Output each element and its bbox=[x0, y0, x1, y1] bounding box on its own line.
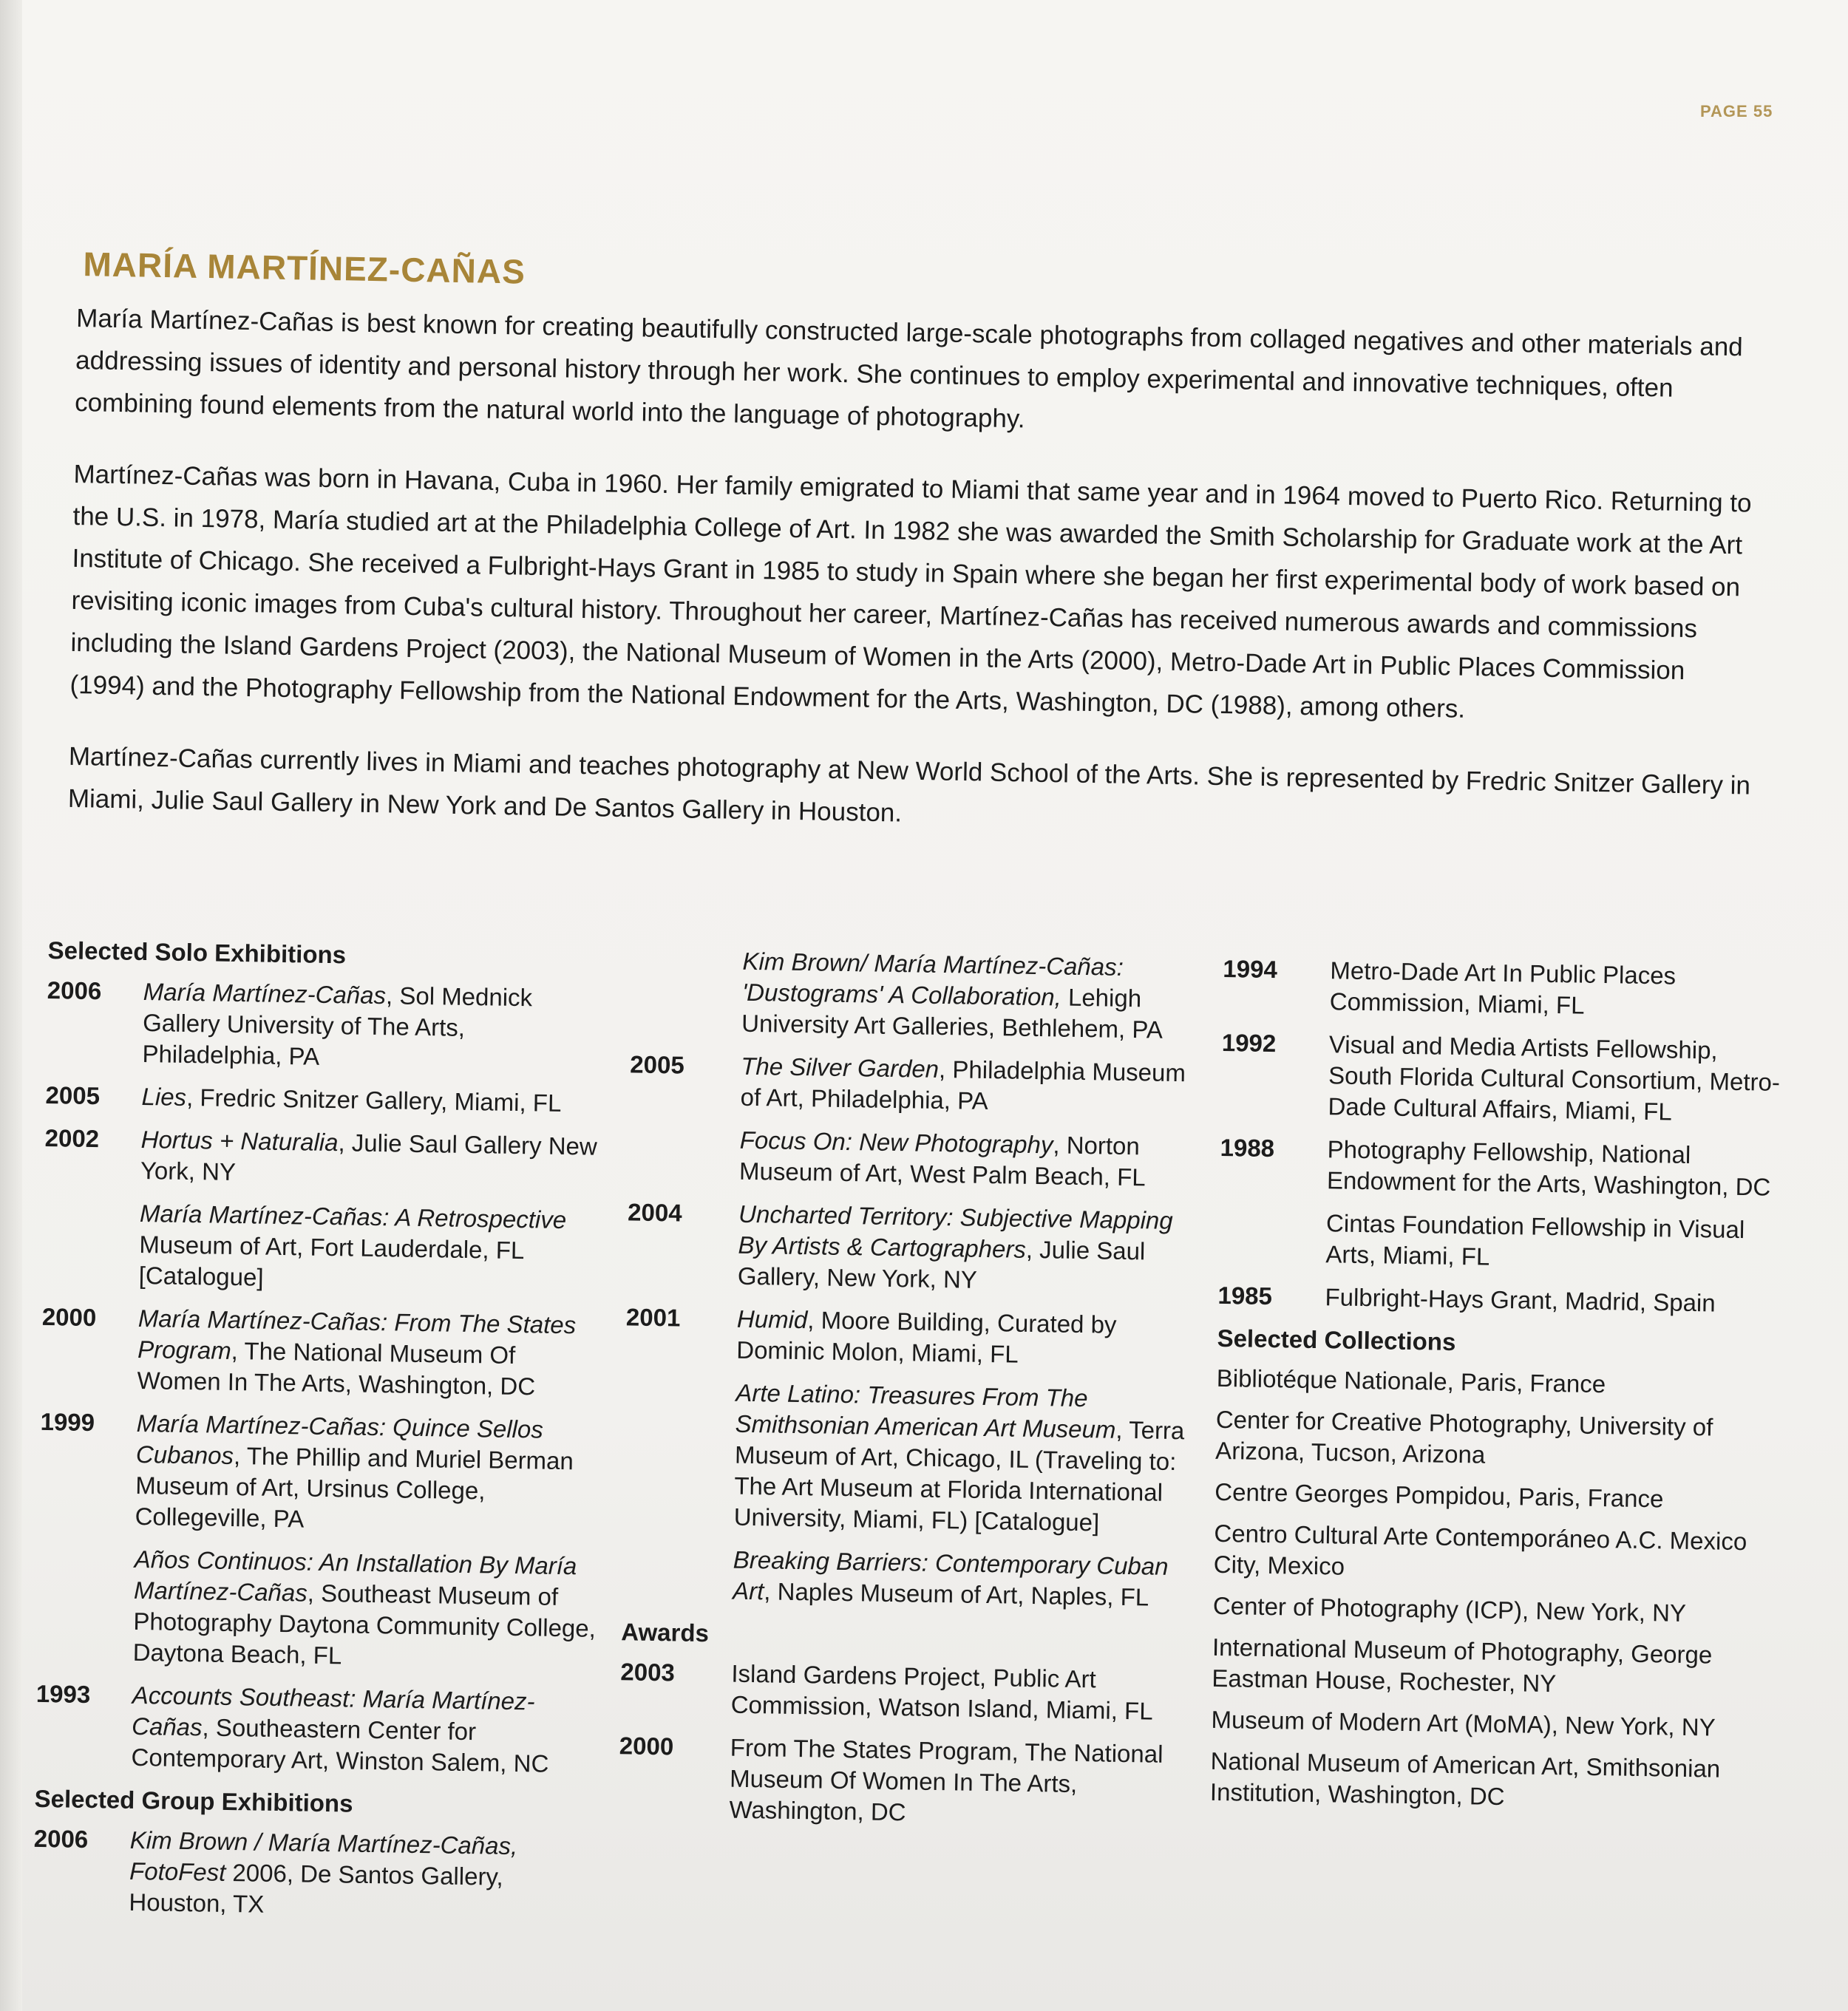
award-text: Fulbright-Hays Grant, Madrid, Spain bbox=[1325, 1283, 1716, 1317]
group-entry bbox=[33, 1823, 596, 1925]
entry-details: , The Phillip and Muriel Berman Museum of Art, Ursinus College, Collegeville, PA bbox=[135, 1442, 574, 1533]
award-text: Cintas Foundation Fellowship in Visual Arts, Miami, FL bbox=[1325, 1209, 1745, 1270]
award-text: Island Gardens Project, Public Art Commission, Watson Island, Miami, FL bbox=[730, 1659, 1153, 1725]
group-entry bbox=[627, 1197, 1205, 1299]
entry-title: Humid bbox=[736, 1304, 808, 1334]
entry-details: , Sol Mednick Gallery University of The Arts, Philadelphia, PA bbox=[142, 981, 533, 1070]
award-text: From The States Program, The National Museum Of Women In The Arts, Washington, DC bbox=[729, 1733, 1164, 1826]
entry-title: Hortus + Naturalia bbox=[140, 1126, 339, 1157]
collection-item: Center for Creative Photography, University of Arizona, Tucson, Arizona bbox=[1215, 1405, 1713, 1469]
entry-year: 1985 bbox=[1217, 1281, 1273, 1310]
column-middle bbox=[618, 944, 1209, 1844]
entry-year: 1988 bbox=[1220, 1133, 1275, 1163]
entry-year: 1993 bbox=[35, 1679, 91, 1709]
artist-bio bbox=[67, 244, 1778, 879]
group-entry bbox=[622, 1375, 1201, 1539]
entry-title: The Silver Garden bbox=[741, 1052, 940, 1083]
solo-entry bbox=[36, 1542, 600, 1675]
entry-title: Kim Brown / María Martínez-Cañas, FotoFest bbox=[129, 1825, 518, 1886]
entry-year: 2004 bbox=[627, 1198, 682, 1227]
entry-title: Arte Latino: Treasures From The Smithsonian American Art Museum bbox=[735, 1378, 1116, 1443]
award-text: Visual and Media Artists Fellowship, South Florida Cultural Consortium, Metro-Dade Cultural Affairs, Miami, FL bbox=[1328, 1030, 1781, 1126]
entry-details: , Julie Saul Gallery, New York, NY bbox=[737, 1235, 1146, 1293]
entry-year: 1992 bbox=[1221, 1028, 1277, 1058]
group-entry bbox=[625, 1301, 1203, 1372]
entry-year: 2002 bbox=[44, 1123, 100, 1153]
award-entry bbox=[618, 1730, 1196, 1832]
award-text: Metro-Dade Art In Public Places Commission, Miami, FL bbox=[1329, 956, 1677, 1019]
entry-details: , Moore Building, Curated by Dominic Molon, Miami, FL bbox=[736, 1306, 1117, 1368]
group-entry bbox=[629, 1049, 1206, 1120]
entry-details: , Southeastern Center for Contemporary Art, Winston Salem, NC bbox=[131, 1713, 549, 1777]
entry-title: Accounts Southeast: María Martínez-Cañas bbox=[131, 1681, 535, 1741]
entry-year bbox=[1218, 1206, 1326, 1270]
entry-details: , The National Museum Of Women In The Arts, Washington, DC bbox=[137, 1336, 536, 1401]
collection-item: Bibliotéque Nationale, Paris, France bbox=[1216, 1364, 1606, 1398]
collection-item: National Museum of American Art, Smithsonian Institution, Washington, DC bbox=[1209, 1746, 1721, 1811]
group-exhibitions-heading: Selected Group Exhibitions bbox=[34, 1784, 353, 1817]
entry-title: Breaking Barriers: Contemporary Cuban Art bbox=[732, 1545, 1169, 1605]
entry-year: 2000 bbox=[619, 1732, 674, 1760]
entry-year: 2006 bbox=[47, 976, 102, 1005]
entry-title: María Martínez-Cañas: Quince Sellos Cubanos bbox=[135, 1409, 544, 1470]
entry-details: 2006, De Santos Gallery, Houston, TX bbox=[129, 1858, 504, 1918]
entry-title: María Martínez-Cañas bbox=[143, 978, 387, 1010]
bio-paragraph: Martínez-Cañas was born in Havana, Cuba in 1960. Her family emigrated to Miami that same year and in 1964 moved to Puerto Rico. Returning to the U.S. in 1978, María studied art at the Philadelphia College of Art. In 1982 she was awarded the Smith Scholarship for Graduate work at the Art Institute of Chicago. She received a Fulbright-Hays Grant in 1985 to study in Spain where she began her first experimental body of work based on revisiting iconic images from Cuba's cultural history. Throughout her career, Martínez-Cañas has received numerous awards and commissions including the Island Gardens Project (2003), the National Museum of Women in the Arts (2000), Metro-Dade Art in Public Places Commission (1994) and the Photography Fellowship from the National Endowment for the Arts, Washington, DC (1988), among others. bbox=[69, 459, 1752, 724]
entry-details: , Philadelphia Museum of Art, Philadelphia, PA bbox=[740, 1055, 1186, 1115]
collection-item: Centro Cultural Arte Contemporáneo A.C. Mexico City, Mexico bbox=[1213, 1519, 1747, 1580]
solo-exhibitions-heading: Selected Solo Exhibitions bbox=[47, 936, 347, 969]
entry-year bbox=[622, 1375, 736, 1532]
solo-entry bbox=[46, 975, 609, 1077]
page-number: PAGE 55 bbox=[1700, 102, 1773, 120]
collection-item: International Museum of Photography, George Eastman House, Rochester, NY bbox=[1212, 1633, 1713, 1698]
entry-title: María Martínez-Cañas: A Retrospective bbox=[139, 1199, 567, 1234]
book-gutter bbox=[0, 0, 22, 2011]
group-entry bbox=[631, 944, 1209, 1046]
awards-heading: Awards bbox=[620, 1618, 710, 1647]
solo-entry bbox=[41, 1301, 604, 1403]
entry-details: Lehigh University Art Galleries, Bethlehem, PA bbox=[741, 983, 1164, 1044]
solo-entry bbox=[44, 1123, 607, 1194]
entry-year: 2006 bbox=[33, 1824, 89, 1854]
group-entry bbox=[622, 1542, 1199, 1613]
entry-details: , Terra Museum of Art, Chicago, IL (Traveling to: The Art Museum at Florida International University, Miami, FL) [Catalogue] bbox=[733, 1415, 1185, 1537]
exhibition-columns bbox=[33, 935, 1800, 1918]
collections-heading: Selected Collections bbox=[1217, 1324, 1456, 1355]
award-entry bbox=[1220, 1027, 1784, 1129]
entry-year: 2005 bbox=[45, 1081, 101, 1110]
entry-title: Kim Brown/ María Martínez-Cañas: 'Dustograms' A Collaboration, bbox=[741, 947, 1124, 1011]
artist-name: MARÍA MARTÍNEZ-CAÑAS bbox=[83, 245, 526, 291]
entry-details: , Julie Saul Gallery New York, NY bbox=[140, 1129, 598, 1186]
entry-details: , Naples Museum of Art, Naples, FL bbox=[764, 1577, 1149, 1611]
entry-year: 2000 bbox=[41, 1302, 97, 1332]
entry-title: María Martínez-Cañas: From The States Program bbox=[137, 1304, 577, 1364]
entry-details: , Fredric Snitzer Gallery, Miami, FL bbox=[186, 1083, 562, 1117]
entry-year: 2005 bbox=[630, 1050, 685, 1079]
entry-year: 1999 bbox=[40, 1407, 95, 1437]
entry-year: 2003 bbox=[620, 1658, 676, 1687]
award-entry bbox=[619, 1656, 1197, 1727]
award-entry bbox=[1220, 1132, 1782, 1203]
entry-year bbox=[36, 1542, 135, 1668]
entry-year bbox=[628, 1123, 740, 1186]
award-text: Photography Fellowship, National Endowment for the Arts, Washington, DC bbox=[1326, 1135, 1771, 1201]
entry-title: Focus On: New Photography bbox=[739, 1126, 1053, 1159]
group-entry bbox=[628, 1123, 1206, 1194]
award-entry bbox=[1222, 953, 1784, 1024]
entry-title: Años Continuos: An Installation By María Martínez-Cañas bbox=[133, 1545, 577, 1607]
column-right bbox=[1209, 953, 1784, 1827]
collection-item: Museum of Modern Art (MoMA), New York, NY bbox=[1211, 1705, 1716, 1741]
entry-year bbox=[42, 1197, 140, 1291]
solo-entry bbox=[42, 1197, 605, 1299]
entry-details: , Southeast Museum of Photography Daytona Community College, Daytona Beach, FL bbox=[132, 1579, 597, 1670]
entry-title: Uncharted Territory: Subjective Mapping By Artists & Cartographers bbox=[738, 1200, 1173, 1263]
entry-year: 2001 bbox=[625, 1303, 681, 1332]
entry-year: 1994 bbox=[1223, 954, 1278, 984]
award-entry bbox=[1218, 1206, 1781, 1277]
collection-item: Center of Photography (ICP), New York, NY bbox=[1212, 1591, 1687, 1627]
award-entry bbox=[1217, 1280, 1780, 1320]
collection-item: Centre Georges Pompidou, Paris, France bbox=[1215, 1477, 1664, 1513]
solo-entry bbox=[45, 1080, 608, 1120]
bio-paragraph: Martínez-Cañas currently lives in Miami and teaches photography at New World School of the Arts. She is represented by Fredric Snitzer Gallery in Miami, Julie Saul Gallery in New York and De Santos Gallery in Houston. bbox=[67, 741, 1751, 828]
entry-details: Museum of Art, Fort Lauderdale, FL [Catalogue] bbox=[138, 1230, 524, 1291]
solo-entry bbox=[35, 1678, 598, 1780]
entry-title: Lies bbox=[141, 1083, 187, 1111]
entry-year bbox=[631, 944, 743, 1038]
bio-paragraph: María Martínez-Cañas is best known for creating beautifully constructed large-scale photographs from collaged negatives and other materials and addressing issues of identity and personal history through her work. She continues to employ experimental and innovative techniques, often combining found elements from the natural world into the language of photography. bbox=[74, 303, 1744, 434]
solo-entry bbox=[38, 1406, 602, 1539]
entry-details: , Norton Museum of Art, West Palm Beach, FL bbox=[738, 1131, 1146, 1191]
entry-year bbox=[622, 1542, 733, 1606]
column-left bbox=[33, 935, 610, 1937]
